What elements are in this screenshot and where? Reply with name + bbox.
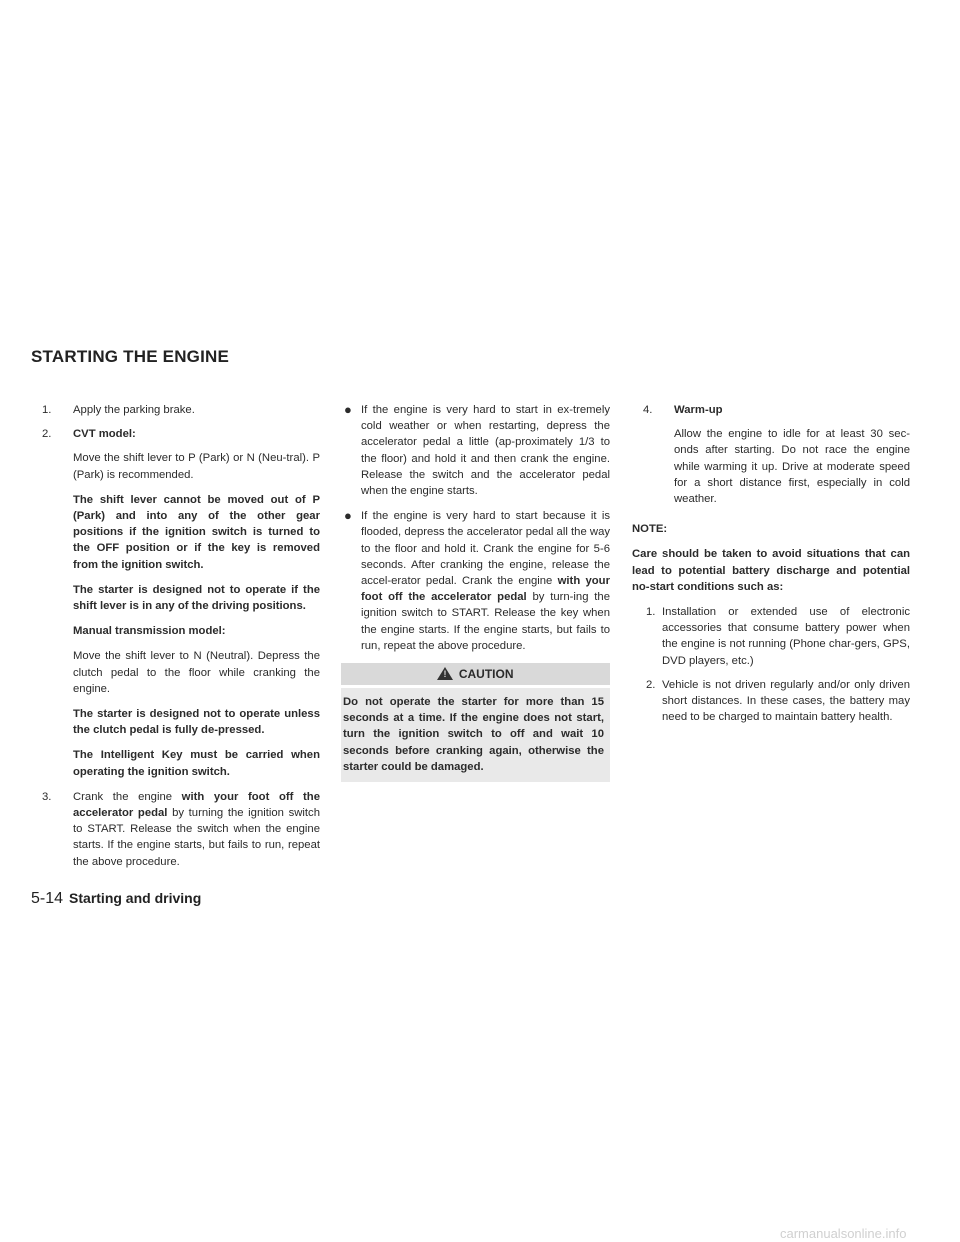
step-3-text-bold: with your foot off the accelerator pedal — [73, 790, 320, 820]
caution-text: Do not operate the starter for more than 15 seconds at a time. If the engine does not start, turn the ignition switch to off and wait 10 seconds before cranking again, otherwise the starter could be damaged. — [341, 688, 610, 782]
step-4-title: Warm-up — [674, 404, 723, 416]
note-1-number: 1. — [646, 606, 656, 619]
step-3 — [31, 789, 320, 870]
bullet-icon: ● — [344, 508, 352, 524]
step-1 — [31, 402, 320, 418]
step-2 — [31, 426, 320, 442]
bullet-item-1 — [341, 402, 610, 499]
step-2-paragraph-1: Move the shift lever to P (Park) or N (Neu-tral). P (Park) is recommended. — [73, 452, 320, 481]
bullet-icon: ● — [344, 402, 352, 417]
manual-paragraph-3: The Intelligent Key must be carried when operating the ignition switch. — [73, 749, 320, 778]
step-3-number: 3. — [42, 790, 52, 803]
bullet-2-text-c: by turn-ing the ignition switch to START. Release the key when the engine starts. If the engine starts, but fails to run, repeat the above procedure. — [361, 591, 610, 652]
note-text: Care should be taken to avoid situations that can lead to potential battery discharge and potential no-start conditions such as: — [632, 548, 910, 593]
page-number: 5-14 — [31, 890, 64, 907]
step-4 — [632, 402, 910, 418]
note-item-1 — [632, 604, 910, 669]
step-1-text: Apply the parking brake. — [73, 404, 195, 416]
bullet-1-text: If the engine is very hard to start in ex-tremely cold weather or when restarting, depress the accelerator pedal a little (ap-proximately 1/3 to the floor) and hold it and then crank the engine. Release the switch and the accelerator pedal when the engine starts. — [361, 404, 610, 498]
step-2-paragraph-3: The starter is designed not to operate if the shift lever is in any of the driving positions. — [73, 583, 320, 613]
bullet-2-text-a: If the engine is very hard to start because it is flooded, depress the accelerator pedal all the way to the floor and hold it. Crank the engine for 5-6 seconds. After cranking the engine, release the accel-erator pedal. Crank the engine — [361, 510, 610, 588]
note-2-text: Vehicle is not driven regularly and/or only driven short distances. In these cases, the battery may need to be charged to maintain battery health. — [662, 678, 910, 724]
caution-title: CAUTION — [458, 667, 514, 682]
step-1-number: 1. — [42, 404, 52, 416]
step-3-text-a: Crank the engine — [73, 790, 182, 803]
note-1-text: Installation or extended use of electronic accessories that consume battery power when the engine is not running (Phone char-gers, GPS, DVD players, etc.) — [662, 606, 910, 667]
note-item-2 — [632, 677, 910, 726]
manual-paragraph-2: The starter is designed not to operate unless the clutch pedal is fully de-pressed. — [73, 708, 320, 737]
note-label: NOTE: — [632, 523, 668, 536]
manual-paragraph-1: Move the shift lever to N (Neutral). Depress the clutch pedal to the floor while cranking the engine. — [73, 650, 320, 695]
step-4-number: 4. — [643, 404, 653, 416]
footer-section-title: Starting and driving — [69, 890, 202, 906]
column-2 — [341, 402, 610, 782]
step-4-text: Allow the engine to idle for at least 30 sec-onds after starting. Do not race the engine while warming it up. Drive at moderate speed for a short distance first, especially in cold weather. — [674, 428, 910, 506]
warning-triangle-icon: ! — [437, 667, 453, 680]
note-2-number: 2. — [646, 678, 656, 691]
manual-transmission-title: Manual transmission model: — [73, 625, 226, 638]
caution-header — [341, 663, 610, 685]
section-heading: STARTING THE ENGINE — [31, 347, 230, 366]
step-2-title: CVT model: — [73, 428, 136, 441]
caution-box — [341, 663, 610, 782]
step-3-text-c: by turning the ignition switch to START. Release the switch when the engine starts. If the engine starts, but fails to run, repeat the above procedure. — [73, 807, 320, 868]
step-2-paragraph-2: The shift lever cannot be moved out of P (Park) and into any of the other gear positions if the ignition switch is turned to the OFF position or if the key is removed from the ignition switch. — [73, 493, 320, 571]
column-3 — [632, 402, 910, 733]
step-2-number: 2. — [42, 428, 52, 441]
page-footer — [31, 890, 201, 908]
bullet-item-2 — [341, 508, 610, 654]
watermark: carmanualsonline.info — [780, 1226, 907, 1241]
column-1 — [31, 402, 320, 878]
bullet-2-text-bold: with your foot off the accelerator pedal — [361, 575, 610, 604]
